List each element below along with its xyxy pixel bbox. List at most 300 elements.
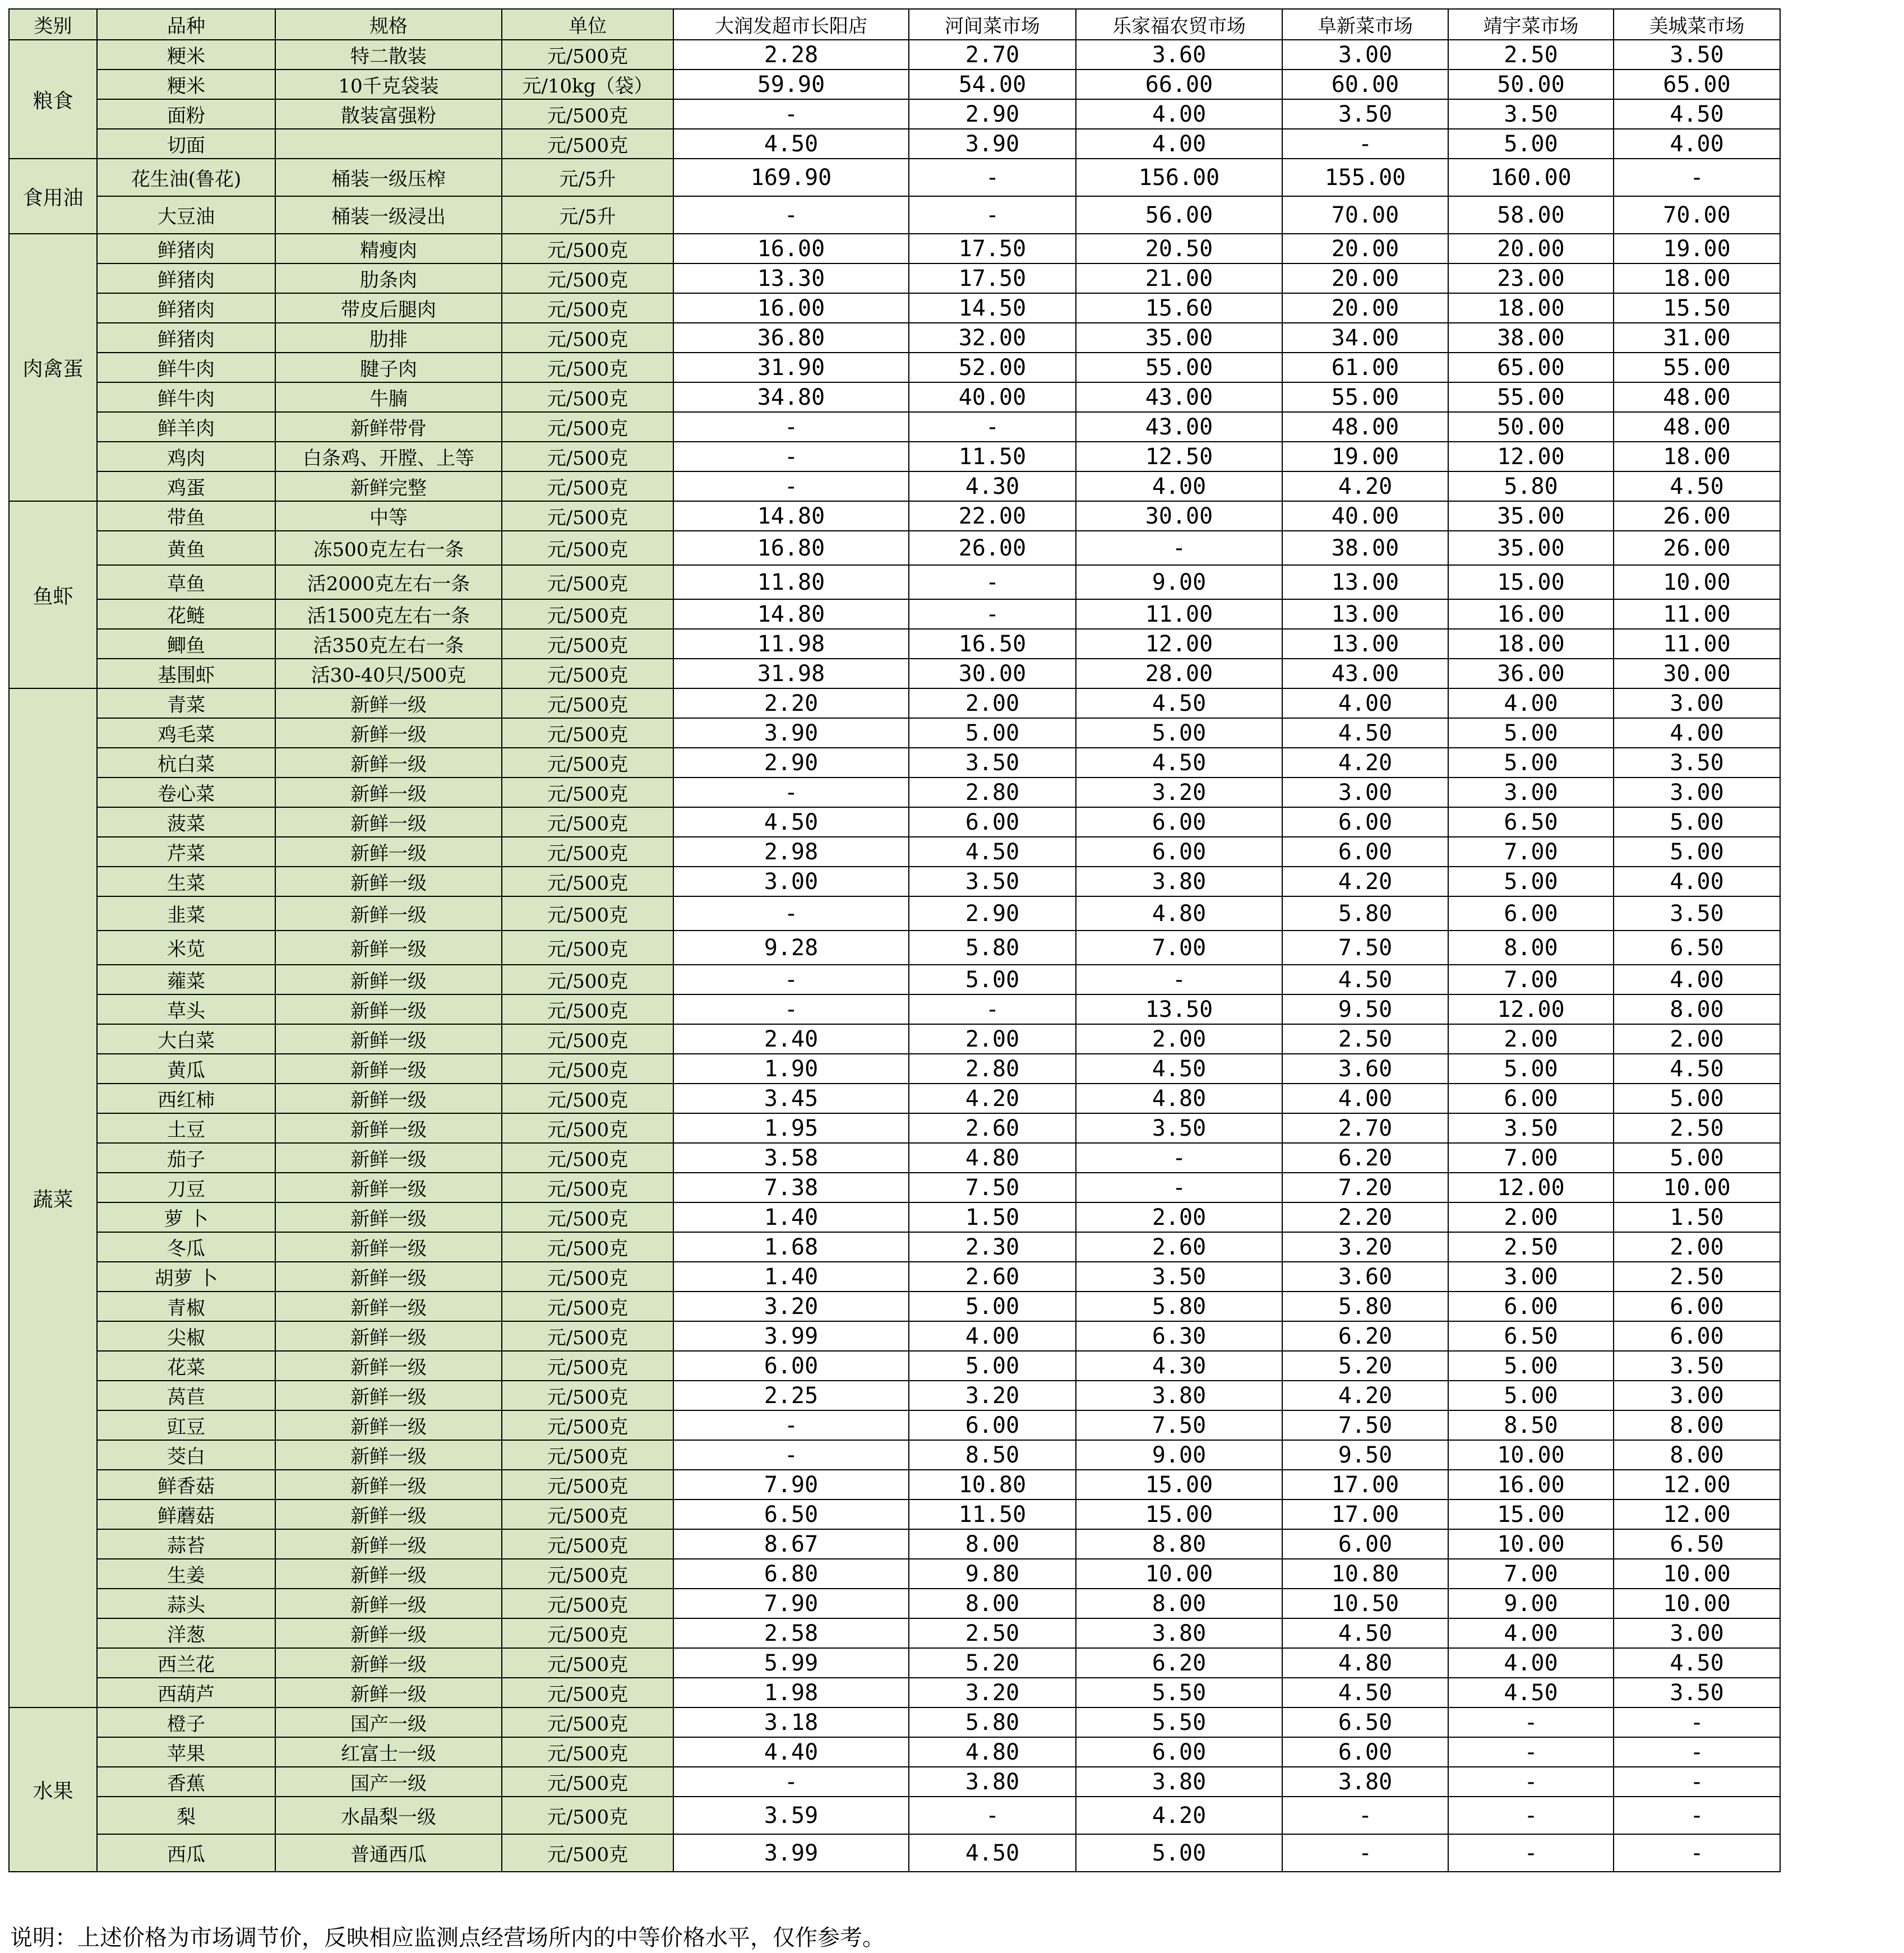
price-cell: 8.00 <box>1614 1410 1780 1440</box>
unit-cell: 元/500克 <box>502 263 673 293</box>
price-cell: 7.38 <box>673 1173 909 1202</box>
price-cell: 8.00 <box>1614 994 1780 1024</box>
price-cell: 3.80 <box>1076 1767 1282 1797</box>
price-cell: 5.00 <box>1076 718 1282 748</box>
price-cell: 61.00 <box>1282 353 1448 382</box>
price-cell: 11.00 <box>1614 629 1780 659</box>
item-cell: 苹果 <box>97 1737 275 1767</box>
item-cell: 鲜猪肉 <box>97 263 275 293</box>
spec-cell: 新鲜一级 <box>275 748 502 778</box>
price-cell: 5.80 <box>909 1707 1076 1737</box>
price-cell: 3.00 <box>1282 40 1448 70</box>
price-cell: 4.80 <box>1282 1648 1448 1678</box>
price-cell: 48.00 <box>1614 412 1780 442</box>
price-cell: 4.80 <box>909 1143 1076 1173</box>
price-cell: 4.00 <box>1614 867 1780 896</box>
price-cell: 3.60 <box>1282 1262 1448 1292</box>
spec-cell: 国产一级 <box>275 1767 502 1797</box>
header-spec: 规格 <box>275 9 502 40</box>
spec-cell: 中等 <box>275 501 502 531</box>
spec-cell: 新鲜一级 <box>275 931 502 965</box>
unit-cell: 元/500克 <box>502 837 673 867</box>
table-row <box>9 1321 1780 1351</box>
item-cell: 黄瓜 <box>97 1054 275 1084</box>
price-cell: 10.00 <box>1614 1173 1780 1202</box>
price-cell: 5.80 <box>1448 471 1614 501</box>
item-cell: 鲜羊肉 <box>97 412 275 442</box>
price-cell: 3.80 <box>1076 867 1282 896</box>
price-cell: 5.00 <box>909 1292 1076 1321</box>
price-cell: 2.50 <box>1448 40 1614 70</box>
price-cell: - <box>673 99 909 129</box>
item-cell: 草头 <box>97 994 275 1024</box>
price-cell: 2.70 <box>909 40 1076 70</box>
item-cell: 西瓜 <box>97 1834 275 1872</box>
item-cell: 橙子 <box>97 1707 275 1737</box>
price-cell: 15.50 <box>1614 293 1780 323</box>
price-cell: 5.80 <box>1076 1292 1282 1321</box>
price-cell: 59.90 <box>673 70 909 99</box>
price-cell: 20.50 <box>1076 234 1282 263</box>
unit-cell: 元/500克 <box>502 994 673 1024</box>
table-row <box>9 1797 1780 1834</box>
price-cell: 11.50 <box>909 442 1076 471</box>
price-cell: 6.50 <box>1614 931 1780 965</box>
unit-cell: 元/500克 <box>502 778 673 807</box>
price-cell: 10.50 <box>1282 1589 1448 1618</box>
spec-cell: 新鲜一级 <box>275 718 502 748</box>
price-cell: 40.00 <box>1282 501 1448 531</box>
price-cell: 6.20 <box>1076 1648 1282 1678</box>
price-cell: 6.00 <box>1614 1321 1780 1351</box>
unit-cell: 元/500克 <box>502 1440 673 1470</box>
price-cell: 6.00 <box>673 1351 909 1381</box>
price-cell: 6.00 <box>1282 1529 1448 1559</box>
price-cell: 3.00 <box>673 867 909 896</box>
spec-cell: 精瘦肉 <box>275 234 502 263</box>
price-cell: 56.00 <box>1076 196 1282 234</box>
price-cell: 3.58 <box>673 1143 909 1173</box>
price-cell: 16.80 <box>673 531 909 565</box>
price-cell: - <box>1614 1767 1780 1797</box>
price-cell: 9.00 <box>1076 565 1282 599</box>
price-cell: 13.50 <box>1076 994 1282 1024</box>
price-cell: 3.00 <box>1614 1381 1780 1410</box>
price-cell: 28.00 <box>1076 659 1282 688</box>
item-cell: 黄鱼 <box>97 531 275 565</box>
price-cell: 1.98 <box>673 1678 909 1707</box>
price-cell: 10.00 <box>1614 1559 1780 1589</box>
unit-cell: 元/500克 <box>502 1143 673 1173</box>
item-cell: 茭白 <box>97 1440 275 1470</box>
price-cell: 2.20 <box>673 688 909 718</box>
price-cell: - <box>673 896 909 931</box>
price-cell: 17.00 <box>1282 1470 1448 1500</box>
item-cell: 粳米 <box>97 40 275 70</box>
table-row <box>9 837 1780 867</box>
price-cell: 3.50 <box>1282 99 1448 129</box>
price-cell: 11.50 <box>909 1500 1076 1529</box>
spec-cell: 活2000克左右一条 <box>275 565 502 599</box>
price-cell: 30.00 <box>1614 659 1780 688</box>
table-row <box>9 1084 1780 1113</box>
table-row <box>9 1173 1780 1202</box>
item-cell: 青菜 <box>97 688 275 718</box>
category-cell: 粮食 <box>9 40 97 159</box>
price-cell: 2.90 <box>909 99 1076 129</box>
price-cell: 12.00 <box>1448 442 1614 471</box>
price-cell: 50.00 <box>1448 70 1614 99</box>
item-cell: 卷心菜 <box>97 778 275 807</box>
price-cell: 2.98 <box>673 837 909 867</box>
price-cell: 2.00 <box>909 688 1076 718</box>
price-cell: 1.50 <box>909 1202 1076 1232</box>
category-cell: 肉禽蛋 <box>9 234 97 501</box>
price-cell: 7.50 <box>909 1173 1076 1202</box>
unit-cell: 元/500克 <box>502 1292 673 1321</box>
price-cell: 5.00 <box>909 1351 1076 1381</box>
price-cell: 4.00 <box>1076 99 1282 129</box>
price-cell: 60.00 <box>1282 70 1448 99</box>
spec-cell: 新鲜带骨 <box>275 412 502 442</box>
price-cell: 16.00 <box>1448 1470 1614 1500</box>
price-cell: 9.28 <box>673 931 909 965</box>
price-cell: 14.80 <box>673 501 909 531</box>
price-cell: 4.00 <box>1448 688 1614 718</box>
unit-cell: 元/500克 <box>502 382 673 412</box>
price-cell: - <box>1614 1707 1780 1737</box>
price-cell: 7.00 <box>1076 931 1282 965</box>
item-cell: 鲜猪肉 <box>97 323 275 353</box>
price-cell: 8.50 <box>909 1440 1076 1470</box>
table-row <box>9 994 1780 1024</box>
price-cell: 3.99 <box>673 1834 909 1872</box>
price-cell: 3.59 <box>673 1797 909 1834</box>
price-cell: 5.80 <box>909 931 1076 965</box>
price-cell: 169.90 <box>673 159 909 196</box>
item-cell: 花鲢 <box>97 599 275 629</box>
price-cell: 36.80 <box>673 323 909 353</box>
price-cell: - <box>1614 1797 1780 1834</box>
price-cell: 23.00 <box>1448 263 1614 293</box>
table-row <box>9 263 1780 293</box>
table-row <box>9 1351 1780 1381</box>
price-cell: 11.00 <box>1076 599 1282 629</box>
item-cell: 草鱼 <box>97 565 275 599</box>
price-cell: 5.50 <box>1076 1707 1282 1737</box>
price-cell: 6.00 <box>1614 1292 1780 1321</box>
item-cell: 蒜苔 <box>97 1529 275 1559</box>
unit-cell: 元/500克 <box>502 748 673 778</box>
price-cell: 2.00 <box>909 1024 1076 1054</box>
unit-cell: 元/500克 <box>502 1084 673 1113</box>
spec-cell: 新鲜一级 <box>275 1054 502 1084</box>
price-cell: 2.40 <box>673 1024 909 1054</box>
footnote: 说明：上述价格为市场调节价，反映相应监测点经营场所内的中等价格水平，仅作参考。 <box>10 1925 885 1951</box>
price-cell: 18.00 <box>1614 263 1780 293</box>
price-cell: 3.90 <box>673 718 909 748</box>
spec-cell: 新鲜一级 <box>275 1589 502 1618</box>
spec-cell: 肋排 <box>275 323 502 353</box>
price-cell: 10.80 <box>909 1470 1076 1500</box>
price-cell: 4.00 <box>1614 965 1780 994</box>
price-cell: 13.00 <box>1282 629 1448 659</box>
item-cell: 杭白菜 <box>97 748 275 778</box>
unit-cell: 元/500克 <box>502 353 673 382</box>
price-cell: 30.00 <box>909 659 1076 688</box>
table-row <box>9 382 1780 412</box>
spec-cell: 新鲜一级 <box>275 896 502 931</box>
item-cell: 西兰花 <box>97 1648 275 1678</box>
price-cell: 2.80 <box>909 778 1076 807</box>
item-cell: 大豆油 <box>97 196 275 234</box>
price-cell: - <box>1614 1834 1780 1872</box>
header-market-5: 靖宇菜市场 <box>1448 9 1614 40</box>
table-row <box>9 565 1780 599</box>
unit-cell: 元/5升 <box>502 159 673 196</box>
item-cell: 蕹菜 <box>97 965 275 994</box>
table-row <box>9 659 1780 688</box>
price-cell: 2.50 <box>1614 1113 1780 1143</box>
price-cell: 13.30 <box>673 263 909 293</box>
item-cell: 鸡肉 <box>97 442 275 471</box>
price-cell: 3.60 <box>1282 1054 1448 1084</box>
price-cell: 17.00 <box>1282 1500 1448 1529</box>
price-cell: 8.80 <box>1076 1529 1282 1559</box>
table-row <box>9 1678 1780 1707</box>
price-cell: 4.50 <box>673 807 909 837</box>
price-cell: 6.20 <box>1282 1143 1448 1173</box>
price-cell: 4.20 <box>1076 1797 1282 1834</box>
price-cell: 6.00 <box>1076 837 1282 867</box>
price-cell: 10.00 <box>1076 1559 1282 1589</box>
price-cell: 4.50 <box>1614 1054 1780 1084</box>
price-cell: 40.00 <box>909 382 1076 412</box>
price-cell: 26.00 <box>1614 501 1780 531</box>
price-cell: 3.50 <box>1614 40 1780 70</box>
table-row <box>9 1410 1780 1440</box>
price-cell: 66.00 <box>1076 70 1282 99</box>
price-cell: 9.50 <box>1282 1440 1448 1470</box>
table-row <box>9 1618 1780 1648</box>
item-cell: 粳米 <box>97 70 275 99</box>
price-cell: - <box>1076 531 1282 565</box>
spec-cell: 10千克袋装 <box>275 70 502 99</box>
price-cell: 30.00 <box>1076 501 1282 531</box>
price-cell: 5.00 <box>1614 1084 1780 1113</box>
unit-cell: 元/500克 <box>502 1834 673 1872</box>
price-cell: 3.20 <box>909 1381 1076 1410</box>
header-market-2: 河间菜市场 <box>909 9 1076 40</box>
price-cell: 19.00 <box>1282 442 1448 471</box>
price-cell: - <box>1448 1707 1614 1737</box>
table-row <box>9 599 1780 629</box>
price-cell: 3.00 <box>1614 688 1780 718</box>
table-row <box>9 1834 1780 1872</box>
price-cell: 6.00 <box>1282 807 1448 837</box>
price-cell: 5.50 <box>1076 1678 1282 1707</box>
spec-cell: 新鲜一级 <box>275 1173 502 1202</box>
spec-cell: 新鲜一级 <box>275 1351 502 1381</box>
price-cell: 3.20 <box>673 1292 909 1321</box>
price-cell: 70.00 <box>1282 196 1448 234</box>
price-cell: 3.50 <box>909 867 1076 896</box>
price-cell: 16.50 <box>909 629 1076 659</box>
unit-cell: 元/500克 <box>502 1559 673 1589</box>
price-cell: 5.00 <box>1614 837 1780 867</box>
spec-cell: 新鲜一级 <box>275 1143 502 1173</box>
table-row <box>9 442 1780 471</box>
price-cell: 156.00 <box>1076 159 1282 196</box>
unit-cell: 元/500克 <box>502 40 673 70</box>
price-cell: - <box>1076 1143 1282 1173</box>
price-cell: 4.30 <box>1076 1351 1282 1381</box>
price-cell: 1.40 <box>673 1262 909 1292</box>
price-cell: 6.50 <box>673 1500 909 1529</box>
price-cell: 5.00 <box>1448 129 1614 159</box>
price-cell: - <box>1076 1173 1282 1202</box>
table-row <box>9 1262 1780 1292</box>
price-cell: 5.00 <box>909 718 1076 748</box>
table-row <box>9 1143 1780 1173</box>
item-cell: 萝 卜 <box>97 1202 275 1232</box>
unit-cell: 元/10kg（袋） <box>502 70 673 99</box>
price-cell: 8.00 <box>909 1529 1076 1559</box>
price-cell: 155.00 <box>1282 159 1448 196</box>
price-cell: 5.00 <box>1076 1834 1282 1872</box>
price-cell: 14.80 <box>673 599 909 629</box>
price-cell: 10.00 <box>1448 1440 1614 1470</box>
item-cell: 生姜 <box>97 1559 275 1589</box>
price-cell: 12.00 <box>1614 1470 1780 1500</box>
price-cell: 3.20 <box>909 1678 1076 1707</box>
price-cell: 38.00 <box>1448 323 1614 353</box>
unit-cell: 元/500克 <box>502 718 673 748</box>
unit-cell: 元/500克 <box>502 1113 673 1143</box>
price-cell: 3.50 <box>1448 99 1614 129</box>
price-cell: 4.00 <box>1076 129 1282 159</box>
item-cell: 鲜蘑菇 <box>97 1500 275 1529</box>
price-cell: 17.50 <box>909 263 1076 293</box>
unit-cell: 元/500克 <box>502 293 673 323</box>
unit-cell: 元/500克 <box>502 471 673 501</box>
price-cell: 6.00 <box>1282 1737 1448 1767</box>
unit-cell: 元/500克 <box>502 1202 673 1232</box>
price-cell: 4.50 <box>1076 1054 1282 1084</box>
item-cell: 西红柿 <box>97 1084 275 1113</box>
price-cell: 1.50 <box>1614 1202 1780 1232</box>
price-cell: 43.00 <box>1076 412 1282 442</box>
price-table-body <box>9 40 1780 1872</box>
price-cell: - <box>673 1440 909 1470</box>
unit-cell: 元/500克 <box>502 1767 673 1797</box>
price-cell: 3.20 <box>1076 778 1282 807</box>
unit-cell: 元/500克 <box>502 1589 673 1618</box>
price-cell: 4.50 <box>1448 1678 1614 1707</box>
price-cell: 9.50 <box>1282 994 1448 1024</box>
price-cell: 7.50 <box>1282 931 1448 965</box>
item-cell: 鲜猪肉 <box>97 293 275 323</box>
price-cell: 6.00 <box>1282 837 1448 867</box>
price-cell: - <box>673 412 909 442</box>
item-cell: 茄子 <box>97 1143 275 1173</box>
price-cell: 5.00 <box>909 965 1076 994</box>
price-cell: 4.00 <box>1614 129 1780 159</box>
price-cell: 43.00 <box>1282 659 1448 688</box>
spec-cell: 普通西瓜 <box>275 1834 502 1872</box>
item-cell: 鲜香菇 <box>97 1470 275 1500</box>
price-cell: 3.50 <box>1614 1351 1780 1381</box>
table-row <box>9 1440 1780 1470</box>
price-cell: 3.45 <box>673 1084 909 1113</box>
unit-cell: 元/500克 <box>502 1381 673 1410</box>
item-cell: 鲜牛肉 <box>97 382 275 412</box>
price-cell: 2.90 <box>673 748 909 778</box>
table-row <box>9 159 1780 196</box>
unit-cell: 元/500克 <box>502 1232 673 1262</box>
item-cell: 青椒 <box>97 1292 275 1321</box>
price-cell: 5.20 <box>1282 1351 1448 1381</box>
spec-cell: 新鲜一级 <box>275 688 502 718</box>
spec-cell: 新鲜一级 <box>275 1202 502 1232</box>
table-row <box>9 1559 1780 1589</box>
price-cell: 3.00 <box>1448 778 1614 807</box>
header-item: 品种 <box>97 9 275 40</box>
price-cell: 12.00 <box>1076 629 1282 659</box>
table-row <box>9 531 1780 565</box>
price-cell: 5.00 <box>1614 1143 1780 1173</box>
price-cell: 18.00 <box>1448 629 1614 659</box>
spec-cell: 新鲜一级 <box>275 1024 502 1054</box>
price-cell: 65.00 <box>1614 70 1780 99</box>
price-cell: 35.00 <box>1448 531 1614 565</box>
spec-cell: 白条鸡、开膛、上等 <box>275 442 502 471</box>
price-cell: 2.60 <box>909 1113 1076 1143</box>
spec-cell: 新鲜一级 <box>275 994 502 1024</box>
price-cell: - <box>673 965 909 994</box>
price-cell: 8.00 <box>909 1589 1076 1618</box>
price-cell: 4.20 <box>909 1084 1076 1113</box>
unit-cell: 元/500克 <box>502 1262 673 1292</box>
table-row <box>9 353 1780 382</box>
header-unit: 单位 <box>502 9 673 40</box>
price-cell: 35.00 <box>1076 323 1282 353</box>
price-cell: 32.00 <box>909 323 1076 353</box>
price-cell: 2.50 <box>1614 1262 1780 1292</box>
price-cell: - <box>1282 1797 1448 1834</box>
table-row <box>9 688 1780 718</box>
price-cell: 12.00 <box>1448 1173 1614 1202</box>
price-cell: 4.30 <box>909 471 1076 501</box>
price-cell: 3.50 <box>1076 1262 1282 1292</box>
price-cell: 7.50 <box>1076 1410 1282 1440</box>
unit-cell: 元/500克 <box>502 234 673 263</box>
price-cell: 11.80 <box>673 565 909 599</box>
price-cell: - <box>909 196 1076 234</box>
table-row <box>9 867 1780 896</box>
price-cell: 160.00 <box>1448 159 1614 196</box>
spec-cell: 新鲜一级 <box>275 807 502 837</box>
price-cell: 7.00 <box>1448 837 1614 867</box>
price-cell: 10.80 <box>1282 1559 1448 1589</box>
table-row <box>9 40 1780 70</box>
table-row <box>9 196 1780 234</box>
price-cell: 2.00 <box>1076 1202 1282 1232</box>
price-cell: 4.50 <box>1614 471 1780 501</box>
unit-cell: 元/500克 <box>502 965 673 994</box>
price-cell: 2.50 <box>909 1618 1076 1648</box>
price-cell: 3.80 <box>909 1767 1076 1797</box>
